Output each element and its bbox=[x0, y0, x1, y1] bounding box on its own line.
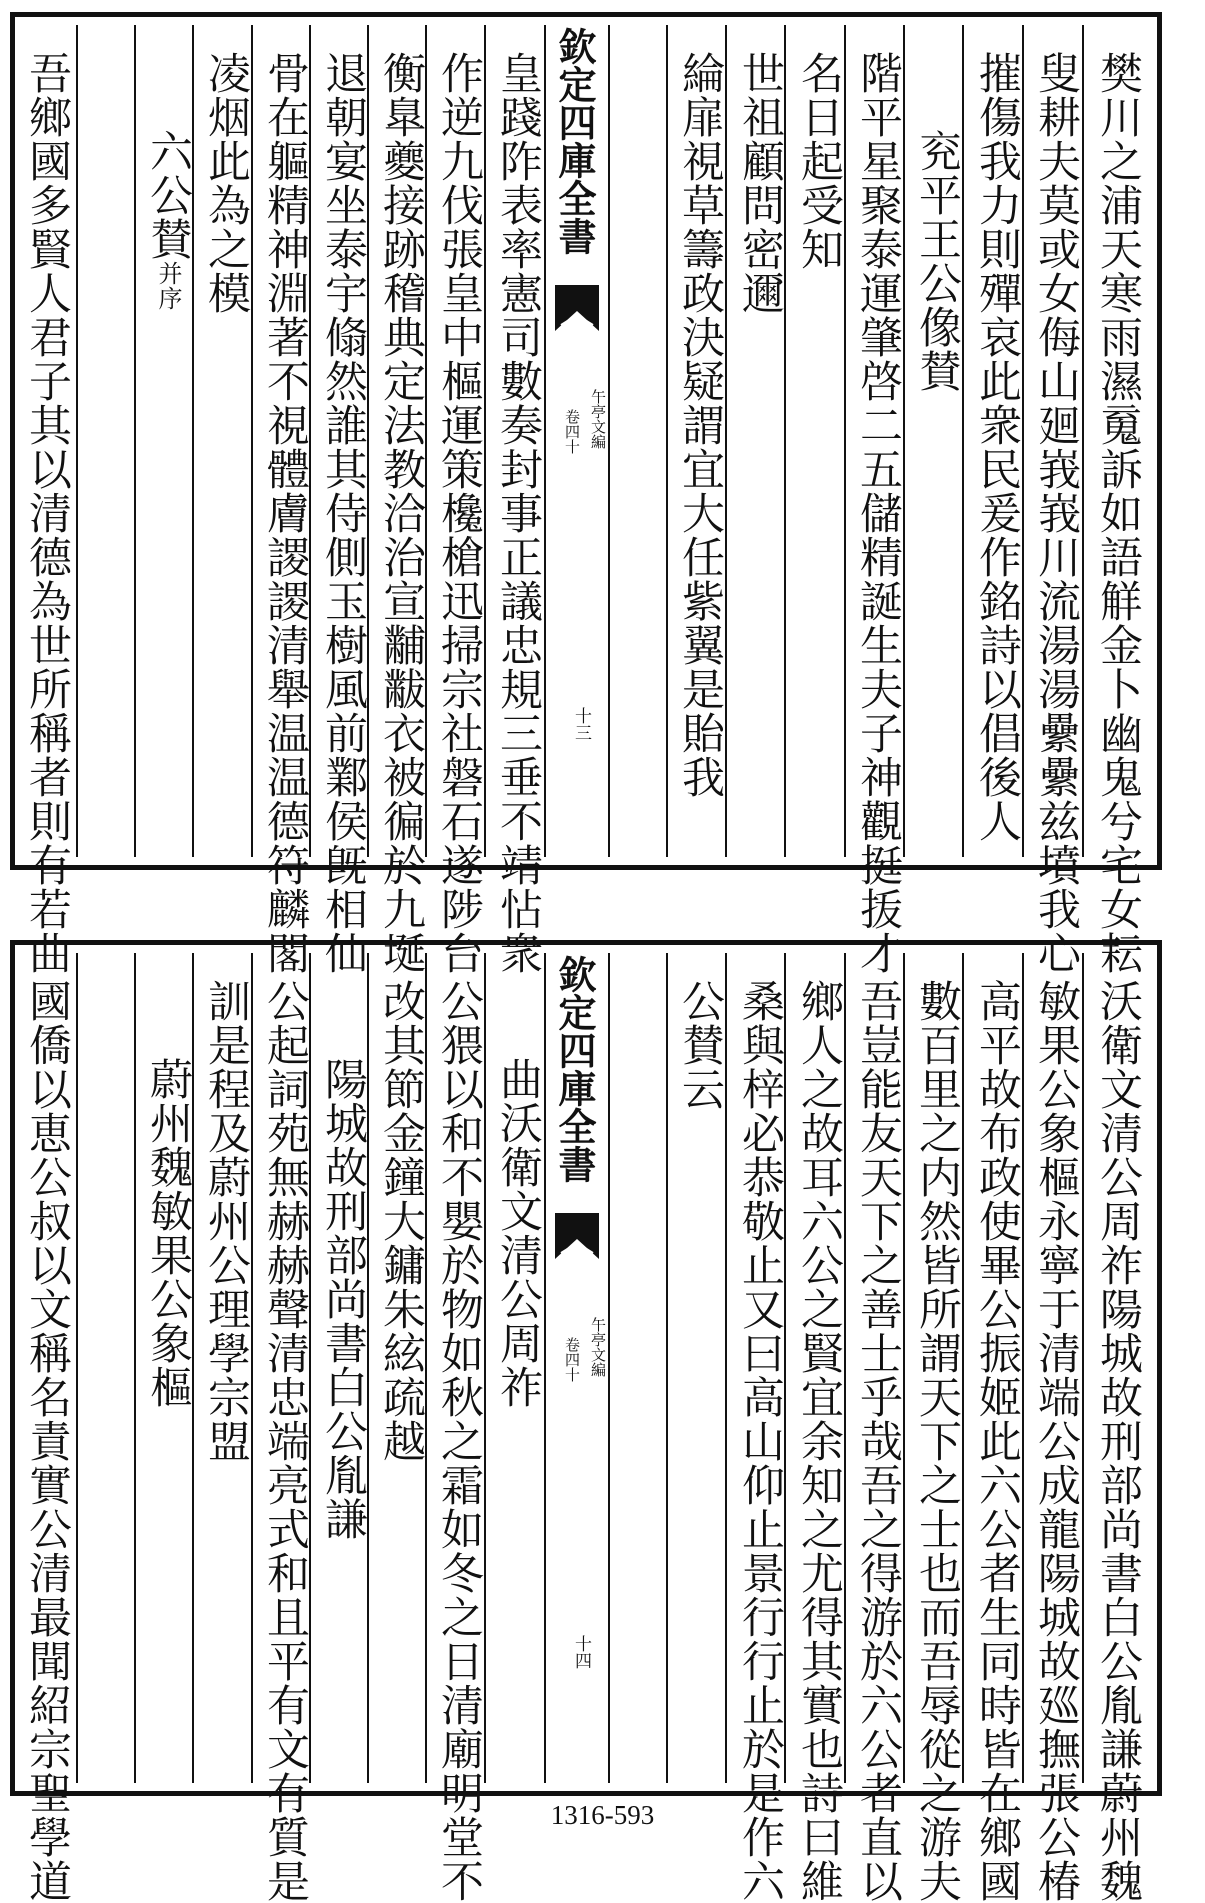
section-heading bbox=[140, 129, 196, 311]
gutter-title: 欽定四庫全書 bbox=[552, 27, 597, 255]
fishtail-mark bbox=[555, 1213, 599, 1259]
text-column: 國僑以恵公叔以文稱名責實公清最聞紹宗聖學道 bbox=[22, 979, 72, 1903]
folio-number: 十四 bbox=[571, 1635, 591, 1669]
text-column: 名日起受知 bbox=[794, 51, 844, 271]
text-column: 桑與梓必恭敬止又曰高山仰止景行行止於是作六 bbox=[735, 979, 785, 1903]
text-column: 數百里之内然皆所謂天下之士也而吾辱從之游夫 bbox=[912, 979, 962, 1903]
text-column: 摧傷我力則殫哀此衆民爰作銘詩以倡後人 bbox=[972, 51, 1022, 843]
text-column: 叟耕夫莫或女侮山廻峩峩川流湯湯纍纍兹墳我心 bbox=[1031, 51, 1081, 975]
folio-number: 十三 bbox=[571, 707, 591, 741]
text-column: 高平故布政使畢公振姬此六公者生同時皆在鄉國 bbox=[972, 979, 1022, 1903]
text-column: 凌烟此為之模 bbox=[201, 51, 251, 315]
text-column: 改其節金鐘大鏞朱絃疏越 bbox=[376, 979, 426, 1463]
page-number: 1316-593 bbox=[550, 1800, 655, 1830]
section-title: 六公賛 bbox=[143, 129, 193, 261]
text-column: 公猥以和不嬰於物如秋之霜如冬之日清廟明堂不 bbox=[434, 979, 484, 1903]
fishtail-mark bbox=[555, 285, 599, 331]
top-page bbox=[10, 12, 1162, 975]
section-heading: 曲沃衛文清公周祚 bbox=[493, 1057, 543, 1409]
text-column: 衡臯夔接跡稽典定法教洽治宣黼黻衣被徧於九埏 bbox=[376, 51, 426, 975]
text-column: 沃衛文清公周祚陽城故刑部尚書白公胤謙蔚州魏 bbox=[1093, 979, 1143, 1903]
section-heading: 蔚州魏敏果公象樞 bbox=[143, 1057, 193, 1409]
text-column: 世祖顧問密邇 bbox=[735, 51, 785, 315]
gutter-book-title: 午亭文編 bbox=[589, 1317, 607, 1377]
text-column: 皇踐阼表率憲司數奏封事正議忠規三垂不靖怗衆 bbox=[493, 51, 543, 975]
text-column: 階平星聚泰運肇啓二五儲精誕生夫子神觀挺㧞才 bbox=[853, 51, 903, 975]
section-heading: 兖平王公像賛 bbox=[912, 129, 962, 393]
gutter-title: 欽定四庫全書 bbox=[552, 955, 597, 1183]
text-column: 敏果公象樞永寧于清端公成龍陽城故廵撫張公椿 bbox=[1031, 979, 1081, 1903]
text-column: 骨在軀精神淵著不視體膚謖謖清舉温温德符麟閣 bbox=[260, 51, 310, 975]
section-subtitle: 并序 bbox=[154, 261, 182, 311]
gutter-book-title: 午亭文編 bbox=[589, 389, 607, 449]
text-column: 樊川之浦天寒雨濕䰟訴如語觧金卜幽鬼兮宅女耘 bbox=[1093, 51, 1143, 975]
text-column: 公賛云 bbox=[675, 979, 725, 1111]
text-column: 吾鄉國多賢人君子其以清德為世所稱者則有若曲 bbox=[22, 51, 72, 975]
text-column: 綸扉視草籌政決疑謂宜大任紫翼是貽我 bbox=[675, 51, 725, 799]
text-column: 訓是程及蔚州公理學宗盟 bbox=[201, 979, 251, 1463]
text-column: 吾豈能友天下之善士乎哉吾之得游於六公者直以 bbox=[853, 979, 903, 1903]
section-heading: 陽城故刑部尚書白公胤謙 bbox=[318, 1057, 368, 1541]
text-column: 公起詞苑無赫赫聲清忠端亮式和且平有文有質是 bbox=[260, 979, 310, 1903]
text-column: 退朝宴坐泰宇翛然誰其侍側玉樹風前鄴侯旣相仙 bbox=[318, 51, 368, 975]
text-column: 鄉人之故耳六公之賢宜余知之尤得其實也詩曰維 bbox=[794, 979, 844, 1903]
gutter-volume: 卷四十 bbox=[563, 409, 581, 454]
gutter-volume: 卷四十 bbox=[563, 1337, 581, 1382]
text-column: 作逆九伐張皇中樞運策欃槍迅掃宗社磐石遂陟台 bbox=[434, 51, 484, 975]
